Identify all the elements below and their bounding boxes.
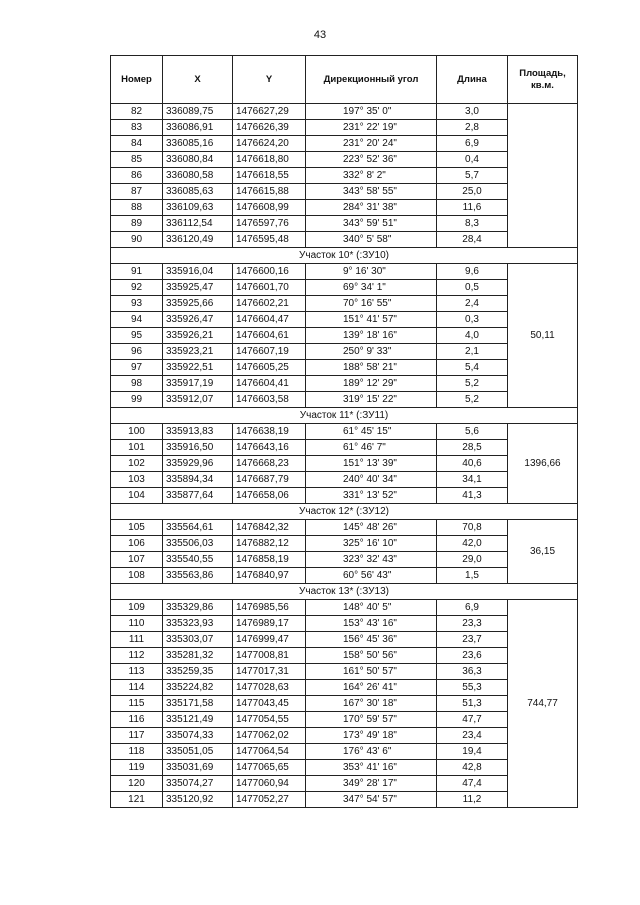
length-cell: 5,2 [437, 392, 508, 408]
x-coordinate-cell: 335923,21 [163, 344, 233, 360]
table-row [111, 520, 578, 536]
table-row [111, 552, 578, 568]
point-number-cell: 93 [111, 296, 163, 312]
x-coordinate-cell: 335926,21 [163, 328, 233, 344]
length-cell: 5,4 [437, 360, 508, 376]
length-cell: 19,4 [437, 744, 508, 760]
bearing-angle-cell: 250° 9' 33" [306, 344, 437, 360]
bearing-angle-cell: 231° 22' 19" [306, 120, 437, 136]
table-body [111, 104, 578, 808]
length-cell: 5,7 [437, 168, 508, 184]
point-number-cell: 88 [111, 200, 163, 216]
table-row [111, 744, 578, 760]
point-number-cell: 113 [111, 664, 163, 680]
table-row [111, 392, 578, 408]
length-cell: 47,4 [437, 776, 508, 792]
table-row [111, 152, 578, 168]
x-coordinate-cell: 335506,03 [163, 536, 233, 552]
x-coordinate-cell: 335120,92 [163, 792, 233, 808]
point-number-cell: 85 [111, 152, 163, 168]
bearing-angle-cell: 231° 20' 24" [306, 136, 437, 152]
point-number-cell: 115 [111, 696, 163, 712]
section-title: Участок 11* (:ЗУ11) [111, 408, 578, 424]
table-row [111, 264, 578, 280]
length-cell: 11,2 [437, 792, 508, 808]
table-row [111, 120, 578, 136]
length-cell: 23,3 [437, 616, 508, 632]
bearing-angle-cell: 164° 26' 41" [306, 680, 437, 696]
y-coordinate-cell: 1476658,06 [233, 488, 306, 504]
y-coordinate-cell: 1477064,54 [233, 744, 306, 760]
page-number: 43 [313, 29, 327, 41]
point-number-cell: 98 [111, 376, 163, 392]
header-area: Площадь, кв.м. [508, 56, 578, 104]
section-row [111, 408, 578, 424]
length-cell: 2,4 [437, 296, 508, 312]
point-number-cell: 96 [111, 344, 163, 360]
y-coordinate-cell: 1476608,99 [233, 200, 306, 216]
y-coordinate-cell: 1476601,70 [233, 280, 306, 296]
point-number-cell: 114 [111, 680, 163, 696]
x-coordinate-cell: 335121,49 [163, 712, 233, 728]
bearing-angle-cell: 145° 48' 26" [306, 520, 437, 536]
table-row [111, 488, 578, 504]
length-cell: 70,8 [437, 520, 508, 536]
bearing-angle-cell: 332° 8' 2" [306, 168, 437, 184]
table-row [111, 424, 578, 440]
x-coordinate-cell: 335922,51 [163, 360, 233, 376]
bearing-angle-cell: 349° 28' 17" [306, 776, 437, 792]
y-coordinate-cell: 1476687,79 [233, 472, 306, 488]
y-coordinate-cell: 1476615,88 [233, 184, 306, 200]
length-cell: 5,2 [437, 376, 508, 392]
x-coordinate-cell: 335877,64 [163, 488, 233, 504]
table-row [111, 472, 578, 488]
point-number-cell: 84 [111, 136, 163, 152]
bearing-angle-cell: 331° 13' 52" [306, 488, 437, 504]
y-coordinate-cell: 1476999,47 [233, 632, 306, 648]
bearing-angle-cell: 139° 18' 16" [306, 328, 437, 344]
x-coordinate-cell: 335281,32 [163, 648, 233, 664]
x-coordinate-cell: 336109,63 [163, 200, 233, 216]
bearing-angle-cell: 153° 43' 16" [306, 616, 437, 632]
bearing-angle-cell: 61° 46' 7" [306, 440, 437, 456]
bearing-angle-cell: 158° 50' 56" [306, 648, 437, 664]
point-number-cell: 118 [111, 744, 163, 760]
y-coordinate-cell: 1476603,58 [233, 392, 306, 408]
table-row [111, 760, 578, 776]
section-title: Участок 10* (:ЗУ10) [111, 248, 578, 264]
header-y: Y [233, 56, 306, 104]
area-cell [508, 104, 578, 248]
y-coordinate-cell: 1477065,65 [233, 760, 306, 776]
x-coordinate-cell: 335913,83 [163, 424, 233, 440]
y-coordinate-cell: 1476638,19 [233, 424, 306, 440]
bearing-angle-cell: 173° 49' 18" [306, 728, 437, 744]
x-coordinate-cell: 335563,86 [163, 568, 233, 584]
length-cell: 5,6 [437, 424, 508, 440]
point-number-cell: 94 [111, 312, 163, 328]
table-row [111, 712, 578, 728]
table-row [111, 280, 578, 296]
length-cell: 23,4 [437, 728, 508, 744]
header-x: X [163, 56, 233, 104]
x-coordinate-cell: 335329,86 [163, 600, 233, 616]
y-coordinate-cell: 1476595,48 [233, 232, 306, 248]
area-cell: 36,15 [508, 520, 578, 584]
point-number-cell: 109 [111, 600, 163, 616]
x-coordinate-cell: 335031,69 [163, 760, 233, 776]
point-number-cell: 112 [111, 648, 163, 664]
point-number-cell: 106 [111, 536, 163, 552]
length-cell: 25,0 [437, 184, 508, 200]
point-number-cell: 110 [111, 616, 163, 632]
point-number-cell: 105 [111, 520, 163, 536]
length-cell: 42,0 [437, 536, 508, 552]
length-cell: 28,5 [437, 440, 508, 456]
y-coordinate-cell: 1476602,21 [233, 296, 306, 312]
length-cell: 55,3 [437, 680, 508, 696]
table-row [111, 168, 578, 184]
y-coordinate-cell: 1476627,29 [233, 104, 306, 120]
point-number-cell: 104 [111, 488, 163, 504]
point-number-cell: 116 [111, 712, 163, 728]
table-row [111, 232, 578, 248]
y-coordinate-cell: 1476624,20 [233, 136, 306, 152]
y-coordinate-cell: 1477062,02 [233, 728, 306, 744]
x-coordinate-cell: 335912,07 [163, 392, 233, 408]
y-coordinate-cell: 1476605,25 [233, 360, 306, 376]
length-cell: 2,1 [437, 344, 508, 360]
bearing-angle-cell: 189° 12' 29" [306, 376, 437, 392]
point-number-cell: 89 [111, 216, 163, 232]
bearing-angle-cell: 223° 52' 36" [306, 152, 437, 168]
x-coordinate-cell: 335916,50 [163, 440, 233, 456]
length-cell: 4,0 [437, 328, 508, 344]
area-cell: 1396,66 [508, 424, 578, 504]
table-row [111, 600, 578, 616]
point-number-cell: 101 [111, 440, 163, 456]
point-number-cell: 95 [111, 328, 163, 344]
y-coordinate-cell: 1476643,16 [233, 440, 306, 456]
y-coordinate-cell: 1476597,76 [233, 216, 306, 232]
bearing-angle-cell: 319° 15' 22" [306, 392, 437, 408]
x-coordinate-cell: 335323,93 [163, 616, 233, 632]
table-row [111, 200, 578, 216]
y-coordinate-cell: 1477043,45 [233, 696, 306, 712]
table-row [111, 440, 578, 456]
y-coordinate-cell: 1476842,32 [233, 520, 306, 536]
y-coordinate-cell: 1476604,41 [233, 376, 306, 392]
point-number-cell: 82 [111, 104, 163, 120]
bearing-angle-cell: 343° 58' 55" [306, 184, 437, 200]
table-row [111, 792, 578, 808]
header-angle: Дирекционный угол [306, 56, 437, 104]
length-cell: 36,3 [437, 664, 508, 680]
table-row [111, 728, 578, 744]
x-coordinate-cell: 335929,96 [163, 456, 233, 472]
point-number-cell: 121 [111, 792, 163, 808]
x-coordinate-cell: 335925,66 [163, 296, 233, 312]
table-row [111, 648, 578, 664]
section-row [111, 504, 578, 520]
bearing-angle-cell: 176° 43' 6" [306, 744, 437, 760]
table-row [111, 184, 578, 200]
x-coordinate-cell: 335926,47 [163, 312, 233, 328]
point-number-cell: 99 [111, 392, 163, 408]
y-coordinate-cell: 1477052,27 [233, 792, 306, 808]
point-number-cell: 100 [111, 424, 163, 440]
table-row [111, 680, 578, 696]
section-title: Участок 13* (:ЗУ13) [111, 584, 578, 600]
table-row [111, 696, 578, 712]
y-coordinate-cell: 1476840,97 [233, 568, 306, 584]
length-cell: 0,4 [437, 152, 508, 168]
section-title: Участок 12* (:ЗУ12) [111, 504, 578, 520]
length-cell: 28,4 [437, 232, 508, 248]
point-number-cell: 119 [111, 760, 163, 776]
length-cell: 40,6 [437, 456, 508, 472]
length-cell: 8,3 [437, 216, 508, 232]
table-row [111, 136, 578, 152]
length-cell: 41,3 [437, 488, 508, 504]
bearing-angle-cell: 353° 41' 16" [306, 760, 437, 776]
y-coordinate-cell: 1477060,94 [233, 776, 306, 792]
point-number-cell: 102 [111, 456, 163, 472]
length-cell: 3,0 [437, 104, 508, 120]
bearing-angle-cell: 340° 5' 58" [306, 232, 437, 248]
x-coordinate-cell: 335171,58 [163, 696, 233, 712]
length-cell: 29,0 [437, 552, 508, 568]
x-coordinate-cell: 336120,49 [163, 232, 233, 248]
point-number-cell: 120 [111, 776, 163, 792]
bearing-angle-cell: 161° 50' 57" [306, 664, 437, 680]
point-number-cell: 111 [111, 632, 163, 648]
point-number-cell: 90 [111, 232, 163, 248]
x-coordinate-cell: 336086,91 [163, 120, 233, 136]
y-coordinate-cell: 1476604,61 [233, 328, 306, 344]
x-coordinate-cell: 335303,07 [163, 632, 233, 648]
bearing-angle-cell: 69° 34' 1" [306, 280, 437, 296]
bearing-angle-cell: 151° 13' 39" [306, 456, 437, 472]
y-coordinate-cell: 1477008,81 [233, 648, 306, 664]
x-coordinate-cell: 335916,04 [163, 264, 233, 280]
y-coordinate-cell: 1476600,16 [233, 264, 306, 280]
x-coordinate-cell: 335224,82 [163, 680, 233, 696]
y-coordinate-cell: 1477028,63 [233, 680, 306, 696]
bearing-angle-cell: 9° 16' 30" [306, 264, 437, 280]
length-cell: 6,9 [437, 136, 508, 152]
y-coordinate-cell: 1476989,17 [233, 616, 306, 632]
point-number-cell: 92 [111, 280, 163, 296]
bearing-angle-cell: 61° 45' 15" [306, 424, 437, 440]
length-cell: 9,6 [437, 264, 508, 280]
point-number-cell: 87 [111, 184, 163, 200]
length-cell: 1,5 [437, 568, 508, 584]
y-coordinate-cell: 1476626,39 [233, 120, 306, 136]
bearing-angle-cell: 170° 59' 57" [306, 712, 437, 728]
x-coordinate-cell: 336080,58 [163, 168, 233, 184]
x-coordinate-cell: 336089,75 [163, 104, 233, 120]
section-row [111, 248, 578, 264]
x-coordinate-cell: 335894,34 [163, 472, 233, 488]
y-coordinate-cell: 1477017,31 [233, 664, 306, 680]
point-number-cell: 117 [111, 728, 163, 744]
length-cell: 6,9 [437, 600, 508, 616]
length-cell: 47,7 [437, 712, 508, 728]
y-coordinate-cell: 1476604,47 [233, 312, 306, 328]
area-cell: 50,11 [508, 264, 578, 408]
y-coordinate-cell: 1476618,80 [233, 152, 306, 168]
length-cell: 0,5 [437, 280, 508, 296]
x-coordinate-cell: 335540,55 [163, 552, 233, 568]
y-coordinate-cell: 1476858,19 [233, 552, 306, 568]
section-row [111, 584, 578, 600]
table-row [111, 664, 578, 680]
length-cell: 0,3 [437, 312, 508, 328]
bearing-angle-cell: 167° 30' 18" [306, 696, 437, 712]
x-coordinate-cell: 335259,35 [163, 664, 233, 680]
x-coordinate-cell: 336085,16 [163, 136, 233, 152]
length-cell: 51,3 [437, 696, 508, 712]
y-coordinate-cell: 1476668,23 [233, 456, 306, 472]
x-coordinate-cell: 335074,33 [163, 728, 233, 744]
x-coordinate-cell: 335564,61 [163, 520, 233, 536]
point-number-cell: 86 [111, 168, 163, 184]
header-length: Длина [437, 56, 508, 104]
bearing-angle-cell: 325° 16' 10" [306, 536, 437, 552]
length-cell: 42,8 [437, 760, 508, 776]
bearing-angle-cell: 323° 32' 43" [306, 552, 437, 568]
coordinates-table [110, 55, 578, 808]
y-coordinate-cell: 1476985,56 [233, 600, 306, 616]
bearing-angle-cell: 156° 45' 36" [306, 632, 437, 648]
point-number-cell: 97 [111, 360, 163, 376]
length-cell: 11,6 [437, 200, 508, 216]
table-row [111, 616, 578, 632]
point-number-cell: 103 [111, 472, 163, 488]
x-coordinate-cell: 335925,47 [163, 280, 233, 296]
table-row [111, 632, 578, 648]
point-number-cell: 108 [111, 568, 163, 584]
table-row [111, 344, 578, 360]
table-row [111, 216, 578, 232]
y-coordinate-cell: 1476607,19 [233, 344, 306, 360]
bearing-angle-cell: 284° 31' 38" [306, 200, 437, 216]
table-row [111, 360, 578, 376]
y-coordinate-cell: 1477054,55 [233, 712, 306, 728]
y-coordinate-cell: 1476618,55 [233, 168, 306, 184]
point-number-cell: 83 [111, 120, 163, 136]
length-cell: 2,8 [437, 120, 508, 136]
point-number-cell: 107 [111, 552, 163, 568]
bearing-angle-cell: 70° 16' 55" [306, 296, 437, 312]
header-num: Номер [111, 56, 163, 104]
bearing-angle-cell: 60° 56' 43" [306, 568, 437, 584]
table-row [111, 456, 578, 472]
point-number-cell: 91 [111, 264, 163, 280]
bearing-angle-cell: 148° 40' 5" [306, 600, 437, 616]
header-row [111, 56, 578, 104]
table-row [111, 328, 578, 344]
table-row [111, 104, 578, 120]
bearing-angle-cell: 347° 54' 57" [306, 792, 437, 808]
length-cell: 23,6 [437, 648, 508, 664]
bearing-angle-cell: 240° 40' 34" [306, 472, 437, 488]
table-row [111, 312, 578, 328]
x-coordinate-cell: 336080,84 [163, 152, 233, 168]
x-coordinate-cell: 335051,05 [163, 744, 233, 760]
table-row [111, 568, 578, 584]
x-coordinate-cell: 335917,19 [163, 376, 233, 392]
bearing-angle-cell: 188° 58' 21" [306, 360, 437, 376]
length-cell: 34,1 [437, 472, 508, 488]
bearing-angle-cell: 197° 35' 0" [306, 104, 437, 120]
x-coordinate-cell: 335074,27 [163, 776, 233, 792]
table-row [111, 776, 578, 792]
table-row [111, 296, 578, 312]
table-row [111, 376, 578, 392]
x-coordinate-cell: 336112,54 [163, 216, 233, 232]
length-cell: 23,7 [437, 632, 508, 648]
area-cell: 744,77 [508, 600, 578, 808]
bearing-angle-cell: 151° 41' 57" [306, 312, 437, 328]
table-row [111, 536, 578, 552]
y-coordinate-cell: 1476882,12 [233, 536, 306, 552]
bearing-angle-cell: 343° 59' 51" [306, 216, 437, 232]
x-coordinate-cell: 336085,63 [163, 184, 233, 200]
